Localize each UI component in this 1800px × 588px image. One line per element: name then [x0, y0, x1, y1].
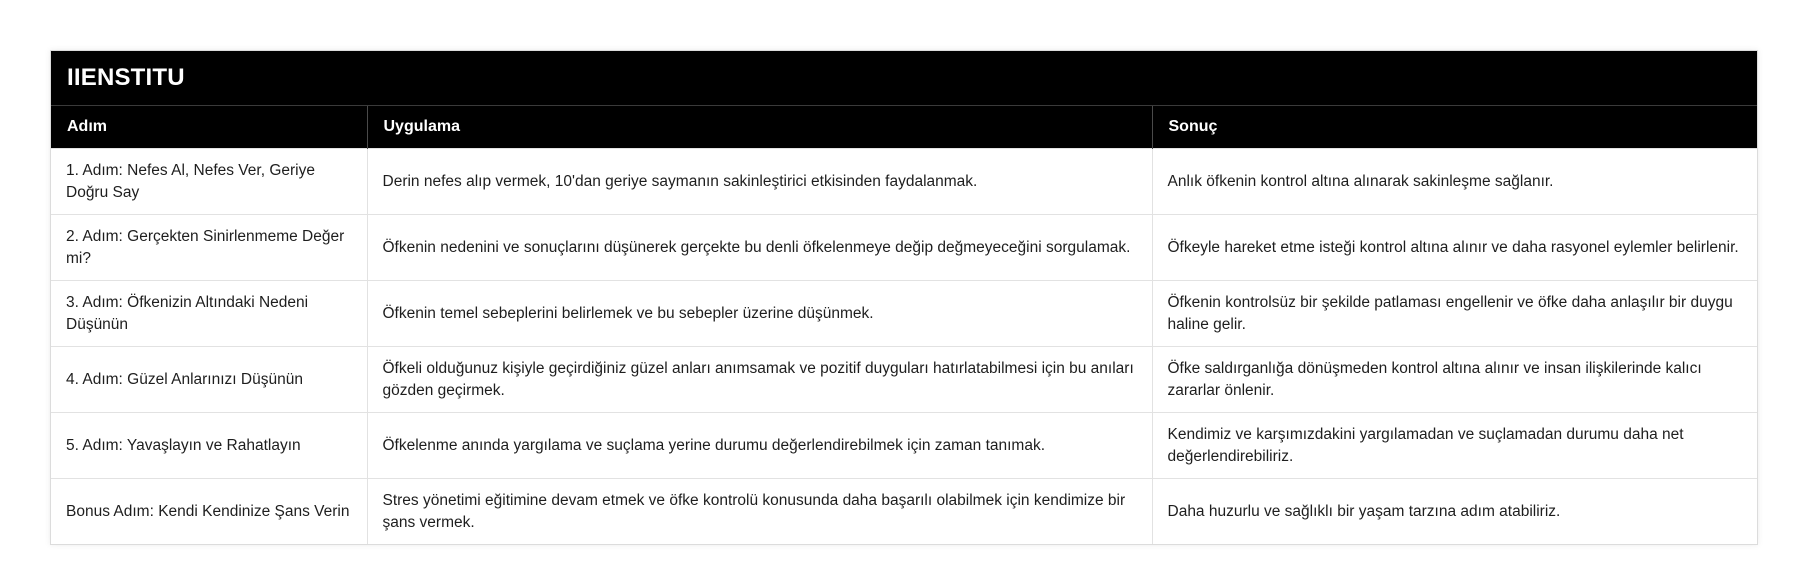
cell-application: Öfkelenme anında yargılama ve suçlama yerine durumu değerlendirebilmek için zaman tanımak.: [367, 413, 1152, 479]
table-row: [51, 347, 1757, 413]
cell-application: Öfkenin temel sebeplerini belirlemek ve bu sebepler üzerine düşünmek.: [367, 281, 1152, 347]
cell-application: Öfkeli olduğunuz kişiyle geçirdiğiniz güzel anları anımsamak ve pozitif duyguları hatırlatabilmesi için bu anıları gözden geçirmek.: [367, 347, 1152, 413]
cell-step: 3. Adım: Öfkenizin Altındaki Nedeni Düşünün: [51, 281, 367, 347]
cell-application: Derin nefes alıp vermek, 10'dan geriye saymanın sakinleştirici etkisinden faydalanmak.: [367, 149, 1152, 215]
header-row: [51, 106, 1757, 149]
cell-step: 4. Adım: Güzel Anlarınızı Düşünün: [51, 347, 367, 413]
table-row: [51, 149, 1757, 215]
cell-step: 1. Adım: Nefes Al, Nefes Ver, Geriye Doğru Say: [51, 149, 367, 215]
content-card: [50, 50, 1758, 545]
table-row: [51, 215, 1757, 281]
steps-table: [51, 106, 1757, 544]
cell-result: Öfke saldırganlığa dönüşmeden kontrol altına alınır ve insan ilişkilerinde kalıcı zararlar önlenir.: [1152, 347, 1757, 413]
table-row: [51, 479, 1757, 545]
column-header-step: Adım: [51, 106, 367, 149]
column-header-application: Uygulama: [367, 106, 1152, 149]
cell-result: Öfkenin kontrolsüz bir şekilde patlaması engellenir ve öfke daha anlaşılır bir duygu haline gelir.: [1152, 281, 1757, 347]
cell-step: 5. Adım: Yavaşlayın ve Rahatlayın: [51, 413, 367, 479]
cell-result: Kendimiz ve karşımızdakini yargılamadan ve suçlamadan durumu daha net değerlendirebiliriz.: [1152, 413, 1757, 479]
cell-application: Öfkenin nedenini ve sonuçlarını düşünerek gerçekte bu denli öfkelenmeye değip değmeyeceğini sorgulamak.: [367, 215, 1152, 281]
table-row: [51, 413, 1757, 479]
cell-step: Bonus Adım: Kendi Kendinize Şans Verin: [51, 479, 367, 545]
cell-step: 2. Adım: Gerçekten Sinirlenmeme Değer mi?: [51, 215, 367, 281]
cell-result: Daha huzurlu ve sağlıklı bir yaşam tarzına adım atabiliriz.: [1152, 479, 1757, 545]
cell-result: Anlık öfkenin kontrol altına alınarak sakinleşme sağlanır.: [1152, 149, 1757, 215]
column-header-result: Sonuç: [1152, 106, 1757, 149]
cell-result: Öfkeyle hareket etme isteği kontrol altına alınır ve daha rasyonel eylemler belirlenir.: [1152, 215, 1757, 281]
table-row: [51, 281, 1757, 347]
table-title: IIENSTITU: [51, 51, 1757, 106]
cell-application: Stres yönetimi eğitimine devam etmek ve öfke kontrolü konusunda daha başarılı olabilmek için kendimize bir şans vermek.: [367, 479, 1152, 545]
